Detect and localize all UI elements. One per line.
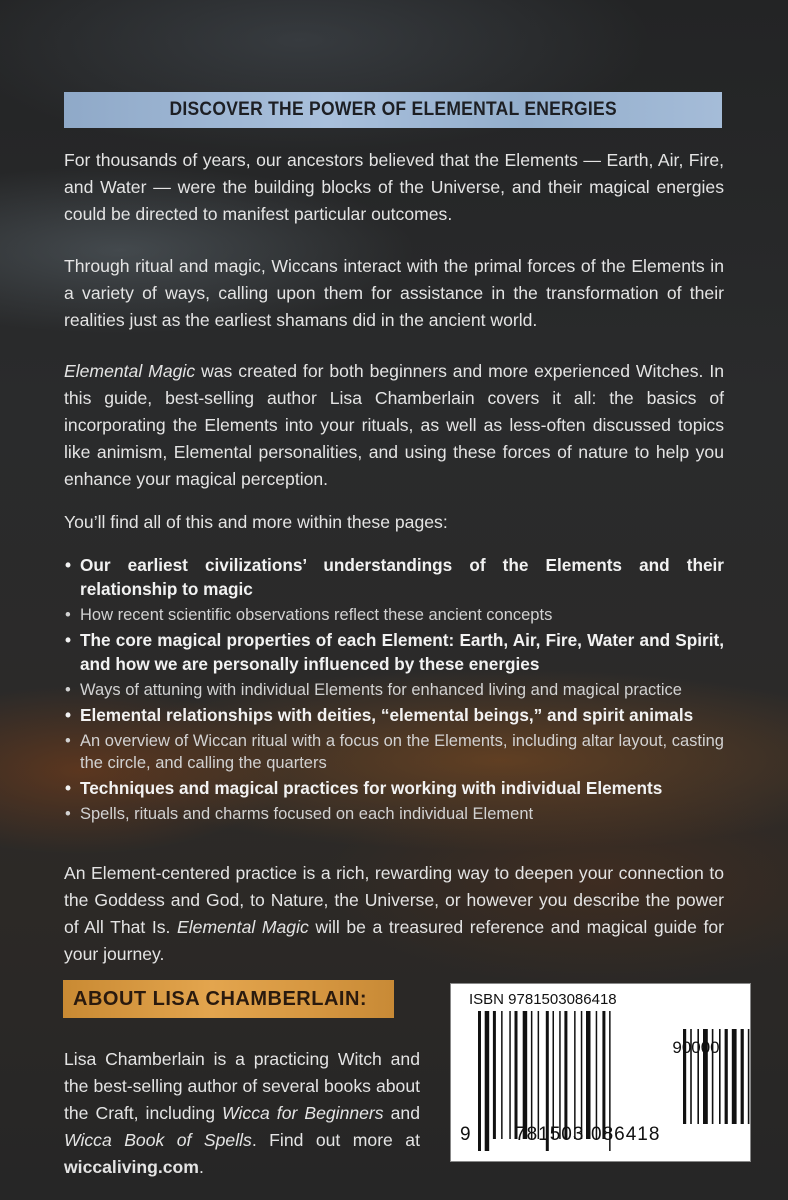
list-item: • The core magical properties of each Element: Earth, Air, Fire, Water and Spirit, and how we are personally influenced by these energies bbox=[64, 628, 724, 676]
barcode-bar bbox=[553, 1011, 555, 1139]
author-bio bbox=[64, 1046, 420, 1181]
isbn-barcode bbox=[450, 983, 751, 1162]
list-item: • Techniques and magical practices for working with individual Elements bbox=[64, 776, 724, 800]
section-heading-banner bbox=[64, 92, 722, 128]
list-item: • Elemental relationships with deities, “elemental beings,” and spirit animals bbox=[64, 703, 724, 727]
about-author-banner bbox=[63, 980, 394, 1018]
feature-list bbox=[64, 553, 724, 827]
intro-paragraph-1 bbox=[64, 147, 724, 228]
barcode-addon-number: 90000 bbox=[672, 1038, 720, 1057]
list-item: • An overview of Wiccan ritual with a focus on the Elements, including altar layout, casting the circle, and calling the quarters bbox=[64, 730, 724, 774]
isbn-label: ISBN 9781503086418 bbox=[469, 991, 617, 1008]
barcode-bar bbox=[596, 1011, 598, 1139]
barcode-bar bbox=[581, 1011, 583, 1139]
barcode-lead-digit: 9 bbox=[460, 1124, 471, 1145]
bio-text: Lisa Chamberlain is a practicing Witch and the best-selling author of several books about the Craft, including bbox=[64, 1049, 420, 1123]
intro-paragraph-3 bbox=[64, 358, 724, 493]
book-title: Elemental Magic bbox=[177, 917, 309, 937]
bio-text: and bbox=[383, 1103, 420, 1123]
list-item: • Our earliest civilizations’ understandings of the Elements and their relationship to magic bbox=[64, 553, 724, 601]
section-heading: DISCOVER THE POWER OF ELEMENTAL ENERGIES bbox=[169, 99, 617, 120]
barcode-bar bbox=[523, 1011, 528, 1139]
bio-text: . Find out more at bbox=[251, 1130, 420, 1150]
barcode-bar bbox=[501, 1011, 503, 1139]
barcode-bar bbox=[564, 1011, 567, 1139]
barcode-digits-right: 086418 bbox=[591, 1124, 661, 1145]
paragraph-text: was created for both beginners and more experienced Witches. In this guide, best-selling author Lisa Chamberlain covers it all: the basics of incorporating the Elements into your rituals, as well as less-often discussed topics like animism, Elemental personalities, and using these forces of nature to help you enhance your magical perception. bbox=[64, 361, 724, 489]
intro-paragraph-2 bbox=[64, 253, 724, 334]
barcode-bar bbox=[586, 1011, 591, 1139]
barcode-digits-left: 781503 bbox=[515, 1124, 585, 1145]
book-title: Elemental Magic bbox=[64, 361, 196, 381]
closing-paragraph bbox=[64, 860, 724, 968]
bio-text: . bbox=[198, 1157, 204, 1177]
barcode-bar bbox=[515, 1011, 518, 1139]
about-author-heading: ABOUT LISA CHAMBERLAIN: bbox=[73, 987, 368, 1010]
paragraph-text: An Element-centered practice is a rich, rewarding way to deepen your connection to the Goddess and God, to Nature, the Universe, or however you describe the power of All That Is. bbox=[64, 863, 724, 937]
list-item: • Ways of attuning with individual Elements for enhanced living and magical practice bbox=[64, 679, 724, 701]
barcode-bar bbox=[538, 1011, 540, 1139]
barcode-bar bbox=[493, 1011, 496, 1139]
barcode-bar bbox=[509, 1011, 511, 1139]
barcode-bar bbox=[574, 1011, 576, 1139]
paragraph-text: will be a treasured reference and magical guide for your journey. bbox=[64, 917, 724, 964]
barcode-bar bbox=[559, 1011, 561, 1139]
barcode-bar bbox=[485, 1011, 490, 1151]
barcode-bar bbox=[602, 1011, 605, 1139]
barcode-bar bbox=[478, 1011, 481, 1151]
paragraph-text: Through ritual and magic, Wiccans interact with the primal forces of the Elements in a variety of ways, calling upon them for assistance in the transformation of their realities just as the earliest shamans did in the ancient world. bbox=[64, 256, 724, 330]
list-item: • How recent scientific observations reflect these ancient concepts bbox=[64, 604, 724, 626]
barcode-bar bbox=[531, 1011, 533, 1139]
list-intro bbox=[64, 509, 724, 536]
list-item: • Spells, rituals and charms focused on each individual Element bbox=[64, 803, 724, 825]
paragraph-text: For thousands of years, our ancestors believed that the Elements — Earth, Air, Fire, and Water — were the building blocks of the Universe, and their magical energies could be directed to manifest particular outcomes. bbox=[64, 150, 724, 224]
book-title: Wicca Book of Spells bbox=[64, 1130, 252, 1150]
paragraph-text: You’ll find all of this and more within these pages: bbox=[64, 512, 448, 532]
book-title: Wicca for Beginners bbox=[222, 1103, 384, 1123]
website-link: wiccaliving.com bbox=[64, 1157, 199, 1177]
